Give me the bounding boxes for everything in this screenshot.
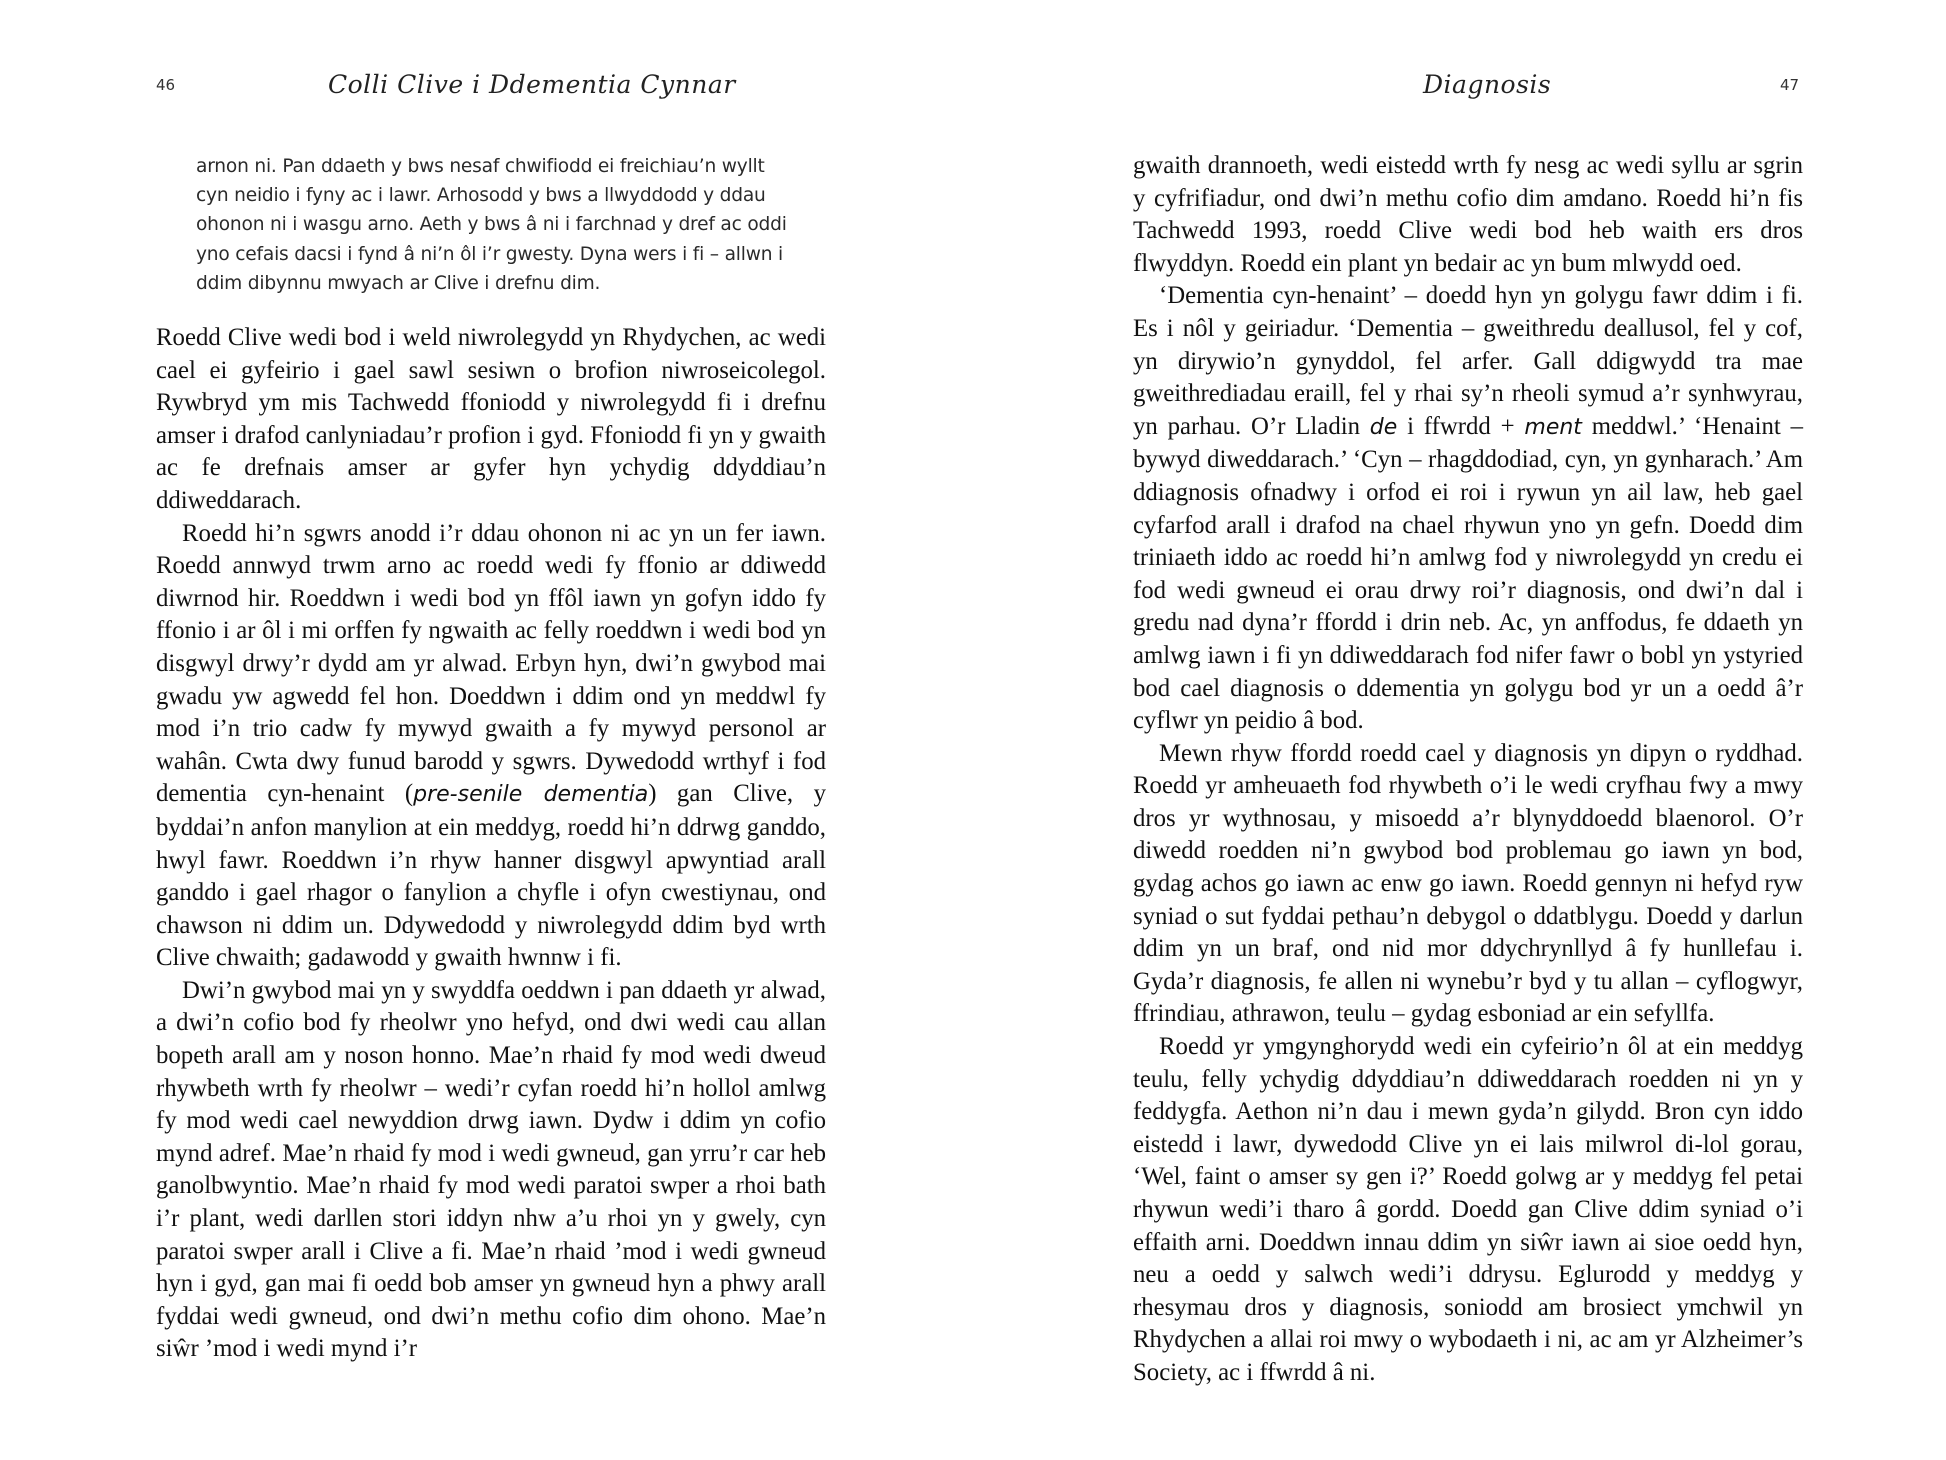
extract-quote: [196, 152, 796, 298]
paragraph-text: i ffwrdd +: [1397, 412, 1525, 440]
paragraph-text: ) gan Clive, y byddai’n anfon manylion at ein meddyg, roedd hi’n ddrwg ganddo, hwyl fawr. Roeddwn i’n rhyw hanner disgwyl apwyntiad arall ganddo i gael rhagor o fanylion a chyfle i ofyn cwestiynau, ond chawson ni ddim un. Ddywedodd y niwrolegydd ddim byd wrth Clive chwaith; gadawodd y gwaith hwnnw i fi.: [156, 780, 826, 972]
paragraph: Roedd yr ymgynghorydd wedi ein cyfeirio’n ôl at ein meddyg teulu, felly ychydig ddyddiau’n ddiweddarach roedden ni yn y feddygfa. Aethon ni’n dau i mewn gyda’n gilydd. Bron cyn iddo eistedd i lawr, dywedodd Clive yn ei lais milwrol di-lol gorau, ‘Wel, faint o amser sy gen i?’ Roedd golwg ar y meddyg fel petai rhywun wedi’i tharo â gordd. Doedd gan Clive ddim syniad o’i effaith arni. Doeddwn innau ddim yn siŵr iawn ai sioe oedd hyn, neu a oedd y salwch wedi’i ddrysu. Eglurodd y meddyg y rhesymau dros y diagnosis, soniodd am brosiect ymchwil yn Rhydychen a allai roi mwy o wybodaeth i ni, ac am yr Alzheimer’s Society, ac i ffwrdd â ni.: [1133, 1033, 1803, 1386]
quote-text: arnon ni. Pan ddaeth y bws nesaf chwifiodd ei freichiau’n wyllt cyn neidio i fyny ac i lawr. Arhosodd y bws a llwyddodd y ddau ohonon ni i wasgu arno. Aeth y bws â ni i farchnad y dref ac oddi yno cefais dacsi i fynd â ni’n ôl i’r gwesty. Dyna wers i fi – allwn i ddim dibynnu mwyach ar Clive i drefnu dim.: [196, 156, 787, 294]
right-page: [973, 0, 1946, 1460]
paragraph: Dwi’n gwybod mai yn y swyddfa oeddwn i pan ddaeth yr alwad, a dwi’n cofio bod fy rheolwr yno hefyd, ond dwi wedi cau allan bopeth arall am y noson honno. Mae’n rhaid fy mod wedi dweud rhywbeth wrth fy rheolwr – wedi’r cyfan roedd hi’n hollol amlwg fy mod wedi cael newyddion drwg iawn. Dydw i ddim yn cofio mynd adref. Mae’n rhaid fy mod i wedi gwneud, gan yrru’r car heb ganolbwyntio. Mae’n rhaid fy mod wedi paratoi swper a rhoi bath i’r plant, wedi darllen stori iddyn nhw a’u rhoi yn y gwely, cyn paratoi swper arall i Clive a fi. Mae’n rhaid ’mod i wedi gwneud hyn i gyd, gan mai fi oedd bob amser yn gwneud hyn a phwy arall fyddai wedi gwneud, ond dwi’n methu cofio dim ohono. Mae’n siŵr ’mod i wedi mynd i’r: [156, 976, 826, 1363]
body-text: [1133, 150, 1803, 1390]
paragraph: gwaith drannoeth, wedi eistedd wrth fy nesg ac wedi syllu ar sgrin y cyfrifiadur, ond dwi’n methu cofio dim amdano. Roedd hi’n fis Tachwedd 1993, roedd Clive wedi bod heb waith ers dros flwyddyn. Roedd ein plant yn bedair ac yn bum mlwydd oed.: [1133, 152, 1803, 277]
paragraph-text: ‘Dementia cyn-henaint’ – doedd hyn yn golygu fawr ddim i fi. Es i nôl y geiriadur. ‘Dementia – gweithredu deallusol, fel y cof, yn dirywio’n gynyddol, fel arfer. Gall ddigwydd tra mae gweithrediadau eraill, fel y rhai sy’n rheoli symud a’r synhwyrau, yn parhau. O’r Lladin: [1133, 282, 1803, 440]
page-number: 47: [1780, 76, 1800, 94]
paragraph-text: meddwl.’ ‘Henaint – bywyd diweddarach.’ ‘Cyn – rhagddodiad, cyn, yn gynharach.’ Am ddiagnosis ofnadwy i orfod ei roi i rywun yn ail law, heb gael cyfarfod arall i drafod na chael rhywun yno yn gefn. Doedd dim triniaeth iddo ac roedd hi’n amlwg fod y niwrolegydd yn credu ei fod wedi gwneud ei orau drwy roi’r diagnosis, ond dwi’n dal i gredu nad dyna’r ffordd i drin neb. Ac, yn anffodus, fe ddaeth yn amlwg iawn i fi yn ddiweddarach fod nifer fawr o bobl yn ystyried bod cael diagnosis o ddementia yn golygu bod yr un a oedd â’r cyflwr yn peidio â bod.: [1133, 412, 1803, 735]
page-number: 46: [156, 76, 176, 94]
paragraph-text: Roedd hi’n sgwrs anodd i’r ddau ohonon ni ac yn un fer iawn. Roedd annwyd trwm arno ac roedd wedi fy ffonio ar ddiwedd diwrnod hir. Roeddwn i wedi bod yn ffôl iawn yn gofyn iddo fy ffonio i ar ôl i mi orffen fy ngwaith ac felly roeddwn i wedi bod yn disgwyl drwy’r dydd am yr alwad. Erbyn hyn, dwi’n gwybod mai gwadu yw agwedd fel hon. Doeddwn i ddim ond yn meddwl fy mod i’n trio cadw fy mywyd gwaith a fy mywyd personol ar wahân. Cwta dwy funud barodd y sgwrs. Dywedodd wrthyf i fod dementia cyn-henaint (: [156, 519, 826, 808]
paragraph: [1133, 280, 1803, 737]
paragraph: Roedd Clive wedi bod i weld niwrolegydd yn Rhydychen, ac wedi cael ei gyfeirio i gael sawl sesiwn o brofion niwroseicolegol. Rywbryd ym mis Tachwedd ffoniodd y niwrolegydd fi i drefnu amser i drafod canlyniadau’r profion i gyd. Ffoniodd fi yn y gwaith ac fe drefnais amser ar gyfer hyn ychydig ddyddiau’n ddiweddarach.: [156, 324, 826, 514]
italic-term: pre-senile dementia: [413, 782, 649, 808]
body-text: [156, 322, 826, 1366]
running-head: Colli Clive i Ddementia Cynnar: [328, 70, 736, 99]
paragraph: Mewn rhyw ffordd roedd cael y diagnosis yn dipyn o ryddhad. Roedd yr amheuaeth fod rhywbeth o’i le wedi cryfhau fwy a mwy dros yr wythnosau, y misoedd a’r blynyddoedd blaenorol. O’r diwedd roedden ni’n gwybod bod problemau go iawn yn bod, gydag achos go iawn ac enw go iawn. Roedd gennyn ni hefyd ryw syniad o sut fyddai pethau’n debygol o ddatblygu. Doedd y darlun ddim yn un braf, ond nid mor ddychrynllyd â fy hunllefau i. Gyda’r diagnosis, fe allen ni wynebu’r byd y tu allan – cyflogwyr, ffrindiau, athrawon, teulu – gydag esboniad ar ein sefyllfa.: [1133, 739, 1803, 1028]
running-head: Diagnosis: [1423, 70, 1552, 99]
italic-term: de: [1369, 414, 1398, 440]
italic-term: ment: [1524, 414, 1582, 440]
paragraph: [156, 518, 826, 975]
